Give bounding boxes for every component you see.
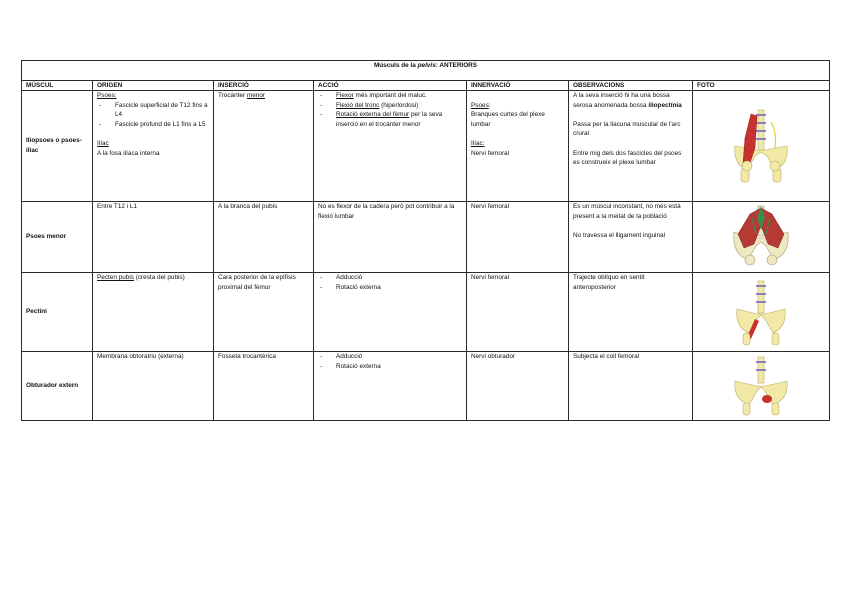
innervacio-cell: Nervi femoral <box>467 202 569 273</box>
innervacio-cell: Nervi femoral <box>467 273 569 352</box>
foto-cell <box>693 91 830 202</box>
origen-cell: Entre T12 i L1 <box>93 202 214 273</box>
header-muscul: MÚSCUL <box>22 81 93 91</box>
accio-cell: - Flexor més important del maluc. - Flexió del tronc (hiperlordosi) - Rotació externa del fèmur per la seva inserció en el trocànter menor <box>314 91 467 202</box>
muscle-name: Psoes menor <box>22 202 93 273</box>
observacions-cell: Es un múscul inconstant, no més està present a la meitat de la població No travessa el lligament inguinal <box>569 202 693 273</box>
table-title: Músculs de la pelvis: ANTERIORS <box>22 61 830 81</box>
accio-cell: No es flexor de la cadera però pot contribuir a la flexió lumbar <box>314 202 467 273</box>
insercio-cell: A la branca del pubis <box>214 202 314 273</box>
observacions-cell: A la seva inserció hi ha una bossa serosa anomenada bossa iliopectínia Passa per la llacuna muscular de l'arc crural Entre mig dels dos fascicles del psoes es construeix el plexe lumbar <box>569 91 693 202</box>
header-foto: FOTO <box>693 81 830 91</box>
header-row <box>22 81 830 91</box>
header-innervacio: INNERVACIÓ <box>467 81 569 91</box>
muscle-name: Iliopsoes o psoes-ilíac <box>22 91 93 202</box>
accio-cell: - Adducció - Rotació externa <box>314 352 467 421</box>
table-row <box>22 352 830 421</box>
iliopsoas-anatomy-icon <box>725 108 797 184</box>
table-row <box>22 273 830 352</box>
header-insercio: INSERCIÓ <box>214 81 314 91</box>
muscle-name: Obturador extern <box>22 352 93 421</box>
insercio-cell: Cara posterior de la epífisis proximal del fèmur <box>214 273 314 352</box>
header-origen: ORIGEN <box>93 81 214 91</box>
muscle-name: Pectini <box>22 273 93 352</box>
table-row <box>22 202 830 273</box>
origen-cell: Psoes: - Fascicle superficial de T12 fins a L4 - Fascicle profund de L1 fins a L5 Ilíac A la fosa ilíaca interna <box>93 91 214 202</box>
foto-cell <box>693 202 830 273</box>
observacions-cell: Trajecte oblíquo en sentit anteroposterior <box>569 273 693 352</box>
origen-cell: Pecten pubis (cresta del pubis) <box>93 273 214 352</box>
psoas-minor-anatomy-icon <box>730 204 792 270</box>
observacions-cell: Subjecta el coll femoral <box>569 352 693 421</box>
foto-cell <box>693 273 830 352</box>
foto-cell <box>693 352 830 421</box>
origen-cell: Membrana obtoratriu (externa) <box>93 352 214 421</box>
insercio-cell: Trocànter menor <box>214 91 314 202</box>
obturator-externus-anatomy-icon <box>731 355 791 417</box>
innervacio-cell: Psoes: Branques curtes del plexe lumbar Ilíac: Nervi femoral <box>467 91 569 202</box>
header-accio: ACCIÓ <box>314 81 467 91</box>
pectineus-anatomy-icon <box>733 279 789 345</box>
innervacio-cell: Nervi obturador <box>467 352 569 421</box>
table-row <box>22 91 830 202</box>
insercio-cell: Fosseta trocantèrica <box>214 352 314 421</box>
header-observacions: OBSERVACIONS <box>569 81 693 91</box>
accio-cell: - Adducció - Rotació externa <box>314 273 467 352</box>
muscle-table <box>21 60 830 421</box>
